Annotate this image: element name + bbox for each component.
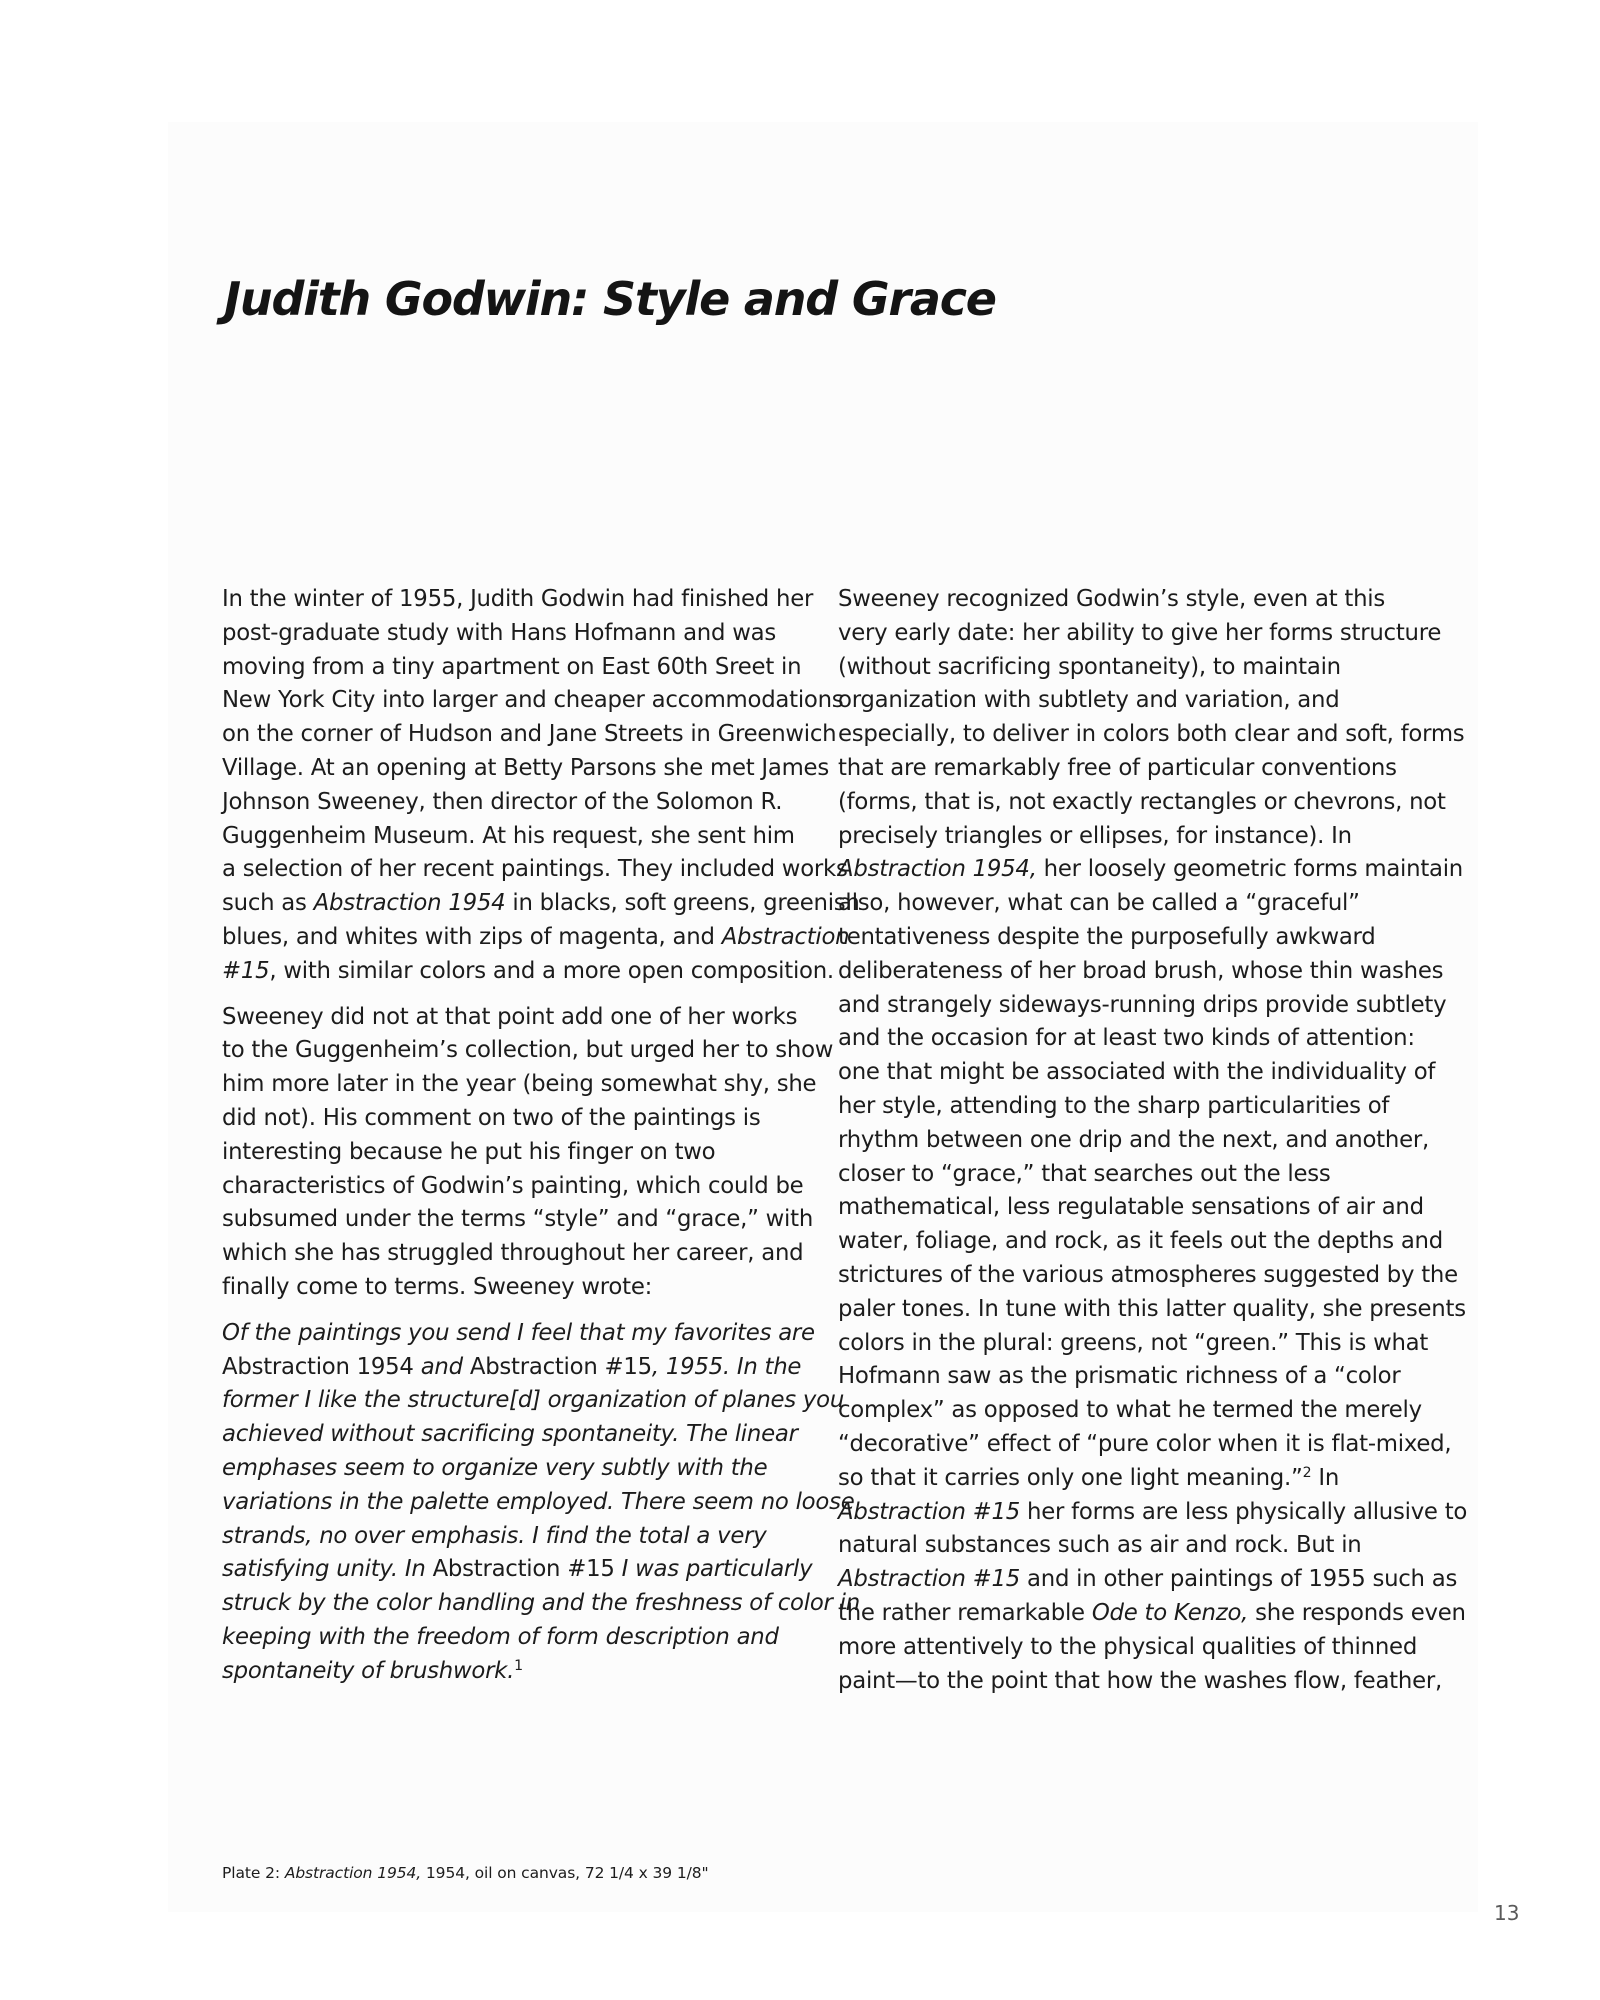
paragraph-1 [222, 583, 860, 989]
text-run: (without sacrificing spontaneity), to maintain [838, 653, 1341, 680]
text-line [222, 1655, 818, 1689]
text-line [222, 853, 848, 887]
italic-text: Of the paintings you send I feel that my favorites are [222, 1319, 815, 1346]
text-line [222, 1418, 818, 1452]
text-run: Sweeney did not at that point add one of her works [222, 1003, 798, 1030]
italic-text: I was particularly [614, 1556, 813, 1583]
text-line [838, 1090, 1434, 1124]
text-line [838, 786, 1446, 820]
text-run: that are remarkably free of particular conventions [838, 754, 1397, 781]
text-run: Johnson Sweeney, then director of the Solomon R. [222, 788, 783, 815]
text-line [838, 583, 1434, 617]
text-line [222, 1136, 818, 1170]
text-line [222, 1384, 845, 1418]
text-run: water, foliage, and rock, as it feels out the depths and [838, 1228, 1443, 1255]
text-run: rhythm between one drip and the next, and another, [838, 1126, 1429, 1153]
text-line [222, 1486, 855, 1520]
text-run: Abstraction #15 [469, 1353, 652, 1380]
text-run: did not). His comment on two of the paintings is [222, 1104, 761, 1131]
text-line [222, 1553, 818, 1587]
footnote-marker: 1 [514, 1657, 523, 1674]
italic-text: keeping with the freedom of form description and [222, 1623, 779, 1650]
text-run: “decorative” effect of “pure color when it is flat-mixed, [838, 1430, 1452, 1457]
text-run: post-graduate study with Hans Hofmann and was [222, 619, 776, 646]
text-line [838, 1225, 1443, 1259]
italic-text: Abstraction 1954, [284, 1864, 422, 1882]
italic-text: strands, no over emphasis. I find the total a very [222, 1522, 767, 1549]
text-line [222, 1452, 818, 1486]
text-run: to the Guggenheim’s collection, but urged her to show [222, 1037, 834, 1064]
text-line [222, 1621, 818, 1655]
italic-text: emphases seem to organize very subtly with the [222, 1454, 768, 1481]
text-line [838, 955, 1444, 989]
text-run: paler tones. In tune with this latter quality, she presents [838, 1295, 1466, 1322]
text-line [222, 1271, 818, 1305]
text-line [222, 1102, 818, 1136]
text-run: blues, and whites with zips of magenta, and [222, 923, 722, 950]
text-run: mathematical, less regulatable sensations of air and [838, 1194, 1424, 1221]
left-column [222, 583, 860, 1689]
text-run: Hofmann saw as the prismatic richness of a “color [838, 1363, 1401, 1390]
text-line [222, 786, 818, 820]
text-run: Abstraction #15 [432, 1556, 615, 1583]
text-line [838, 1293, 1466, 1327]
text-run: subsumed under the terms “style” and “grace,” with [222, 1206, 814, 1233]
text-run: finally come to terms. Sweeney wrote: [222, 1273, 653, 1300]
text-run: him more later in the year (being somewhat shy, she [222, 1071, 817, 1098]
text-run: her style, attending to the sharp particularities of [838, 1092, 1390, 1119]
text-run: deliberateness of her broad brush, whose thin washes [838, 957, 1444, 984]
text-line [222, 887, 860, 921]
text-run: 1954, oil on canvas, 72 1/4 x 39 1/8" [421, 1864, 709, 1882]
text-line [222, 1520, 818, 1554]
text-line [838, 1360, 1434, 1394]
italic-text: Abstraction 1954, [838, 856, 1037, 883]
text-line [222, 583, 818, 617]
text-run: characteristics of Godwin’s painting, which could be [222, 1172, 804, 1199]
text-line [838, 1462, 1434, 1496]
italic-text: Abstraction #15 [838, 1566, 1021, 1593]
page-title: Judith Godwin: Style and Grace [224, 272, 996, 326]
text-line [222, 820, 818, 854]
italic-text: Abstraction #15 [838, 1498, 1021, 1525]
text-line [222, 651, 818, 685]
text-run: In the winter of 1955, Judith Godwin had finished her [222, 586, 814, 612]
italic-text: struck by the color handling and the freshness of color in [222, 1590, 860, 1617]
text-run: precisely triangles or ellipses, for instance). In [838, 822, 1352, 849]
italic-text: Abstraction 1954 [313, 890, 506, 917]
text-run: tentativeness despite the purposefully awkward [838, 923, 1376, 950]
text-run: and in other paintings of 1955 such as [1020, 1566, 1458, 1593]
text-line [838, 1327, 1434, 1361]
block-quote [222, 1317, 860, 1689]
paragraph-spacer [222, 1305, 818, 1317]
text-line [838, 752, 1434, 786]
italic-text: , 1955. In the [651, 1353, 802, 1380]
text-line [222, 1587, 860, 1621]
text-run: the rather remarkable [838, 1599, 1092, 1626]
text-line [222, 752, 829, 786]
text-line [222, 955, 834, 989]
text-line [838, 989, 1447, 1023]
text-line [838, 1158, 1434, 1192]
text-line [838, 651, 1434, 685]
text-line [838, 1022, 1434, 1056]
text-line [222, 1034, 834, 1068]
text-run: Guggenheim Museum. At his request, she sent him [222, 822, 795, 849]
page-number: 13 [1494, 1901, 1520, 1925]
right-column [838, 583, 1468, 1698]
text-line [838, 1529, 1434, 1563]
text-line [838, 1597, 1466, 1631]
text-run: Sweeney recognized Godwin’s style, even at this [838, 586, 1385, 612]
text-run: complex” as opposed to what he termed the merely [838, 1397, 1422, 1424]
text-line [222, 1317, 818, 1351]
text-run: and strangely sideways-running drips provide subtlety [838, 991, 1447, 1018]
italic-text: achieved without sacrificing spontaneity. The linear [222, 1421, 798, 1448]
text-run: on the corner of Hudson and Jane Streets in Greenwich [222, 721, 837, 748]
text-line [838, 1665, 1442, 1699]
text-run: Plate 2: [222, 1864, 285, 1882]
text-line [838, 1428, 1452, 1462]
text-run: very early date: her ability to give her forms structure [838, 619, 1442, 646]
text-line [222, 1237, 818, 1271]
text-run: (forms, that is, not exactly rectangles or chevrons, not [838, 788, 1446, 815]
italic-text: spontaneity of brushwork. [222, 1657, 515, 1684]
text-line [838, 1056, 1434, 1090]
text-line [838, 684, 1434, 718]
paragraph-spacer [222, 989, 818, 1001]
text-run: also, however, what can be called a “graceful” [838, 890, 1360, 917]
text-line [838, 617, 1442, 651]
text-run: a selection of her recent paintings. They included works [222, 856, 848, 883]
text-line [838, 1394, 1434, 1428]
text-run: especially, to deliver in colors both clear and soft, forms [838, 721, 1465, 748]
text-line [838, 1496, 1468, 1530]
text-line [222, 1068, 818, 1102]
text-line [838, 820, 1434, 854]
text-run: which she has struggled throughout her career, and [222, 1240, 804, 1267]
text-run: her forms are less physically allusive to [1020, 1498, 1468, 1525]
text-run: one that might be associated with the individuality of [838, 1059, 1436, 1086]
text-line [222, 718, 837, 752]
text-run: she responds even [1248, 1599, 1466, 1626]
text-run: closer to “grace,” that searches out the less [838, 1160, 1331, 1187]
italic-text: variations in the palette employed. There seem no loose [222, 1488, 855, 1515]
text-line [222, 1001, 818, 1035]
text-line [838, 718, 1465, 752]
text-line [222, 1170, 818, 1204]
text-run: in blacks, soft greens, greenish [505, 890, 860, 917]
text-line [838, 1124, 1434, 1158]
text-run: natural substances such as air and rock. But in [838, 1532, 1362, 1559]
text-run: her loosely geometric forms maintain [1036, 856, 1464, 883]
paragraph-3 [838, 583, 1468, 1698]
text-line [222, 921, 850, 955]
text-run: and the occasion for at least two kinds of attention: [838, 1025, 1415, 1052]
text-run: colors in the plural: greens, not “green.” This is what [838, 1329, 1429, 1356]
text-line [838, 853, 1464, 887]
text-line [838, 1563, 1458, 1597]
text-run: Village. At an opening at Betty Parsons she met James [222, 754, 829, 781]
text-run: strictures of the various atmospheres suggested by the [838, 1261, 1458, 1288]
text-line [222, 617, 818, 651]
text-line [838, 1259, 1458, 1293]
text-run: more attentively to the physical qualities of thinned [838, 1633, 1418, 1660]
text-run: organization with subtlety and variation, and [838, 687, 1340, 714]
text-run: so that it carries only one light meaning.” [838, 1464, 1303, 1491]
italic-text: former I like the structure[d] organization of planes you [222, 1387, 845, 1414]
text-line [222, 1203, 818, 1237]
text-run: moving from a tiny apartment on East 60th Sreet in [222, 653, 802, 680]
italic-text: satisfying unity. In [222, 1556, 433, 1583]
text-line [222, 1351, 818, 1385]
text-run: such as [222, 890, 314, 917]
text-run: interesting because he put his finger on two [222, 1138, 716, 1165]
italic-text: Abstraction [721, 923, 850, 950]
plate-caption [222, 1864, 709, 1882]
text-line [838, 921, 1434, 955]
text-run: , with similar colors and a more open composition. [269, 957, 834, 984]
text-line [222, 684, 844, 718]
text-run: New York City into larger and cheaper accommodations [222, 687, 844, 714]
italic-text: #15 [222, 957, 270, 984]
paragraph-2 [222, 1001, 834, 1305]
italic-text: and [413, 1353, 470, 1380]
text-line [838, 1191, 1434, 1225]
text-run: Abstraction 1954 [222, 1353, 414, 1380]
text-run: paint—to the point that how the washes flow, feather, [838, 1667, 1442, 1694]
text-run: In [1311, 1464, 1340, 1491]
footnote-marker: 2 [1302, 1464, 1312, 1481]
text-line [838, 887, 1434, 921]
italic-text: Ode to Kenzo, [1091, 1599, 1249, 1626]
text-line [838, 1631, 1434, 1665]
